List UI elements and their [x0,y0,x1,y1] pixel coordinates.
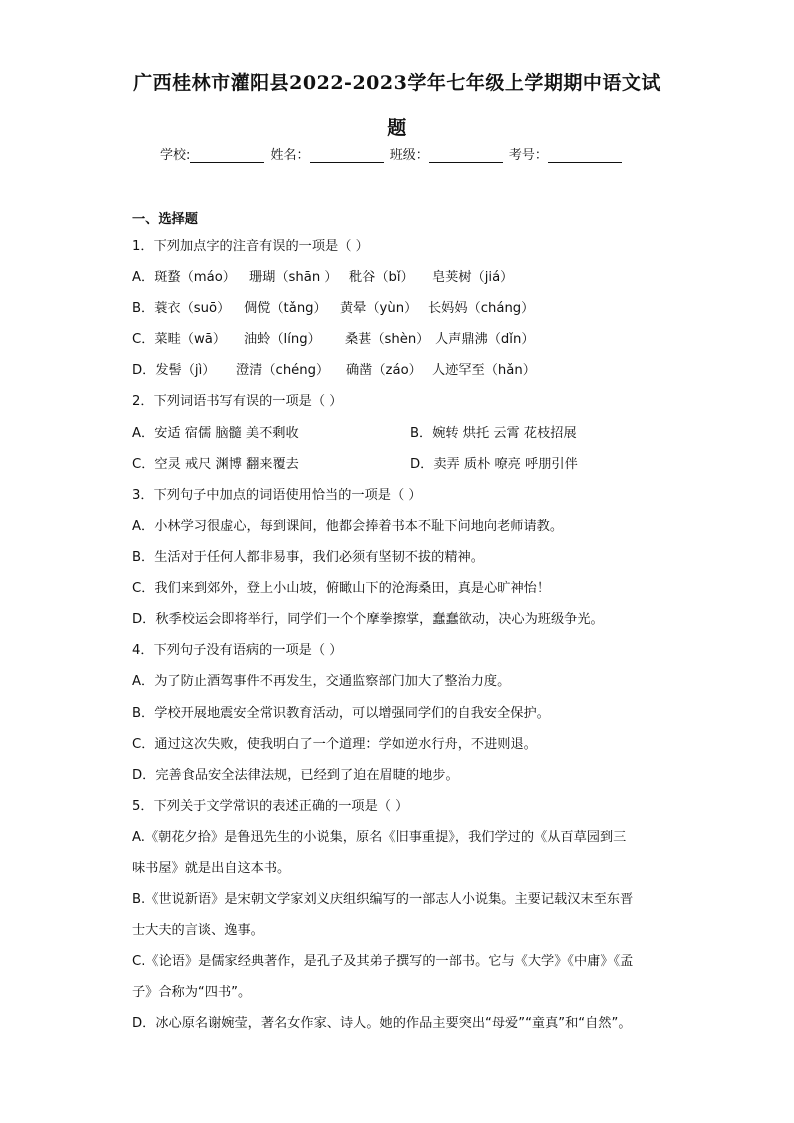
question-2-stem: 2．下列词语书写有误的一项是（ ） [132,394,343,409]
q1-option-b-2: 倜傥（tǎng） [244,301,327,316]
q4-option-a: A．为了防止酒驾事件不再发生，交通监察部门加大了整治力度。 [132,674,511,689]
exam-number-blank[interactable] [548,148,622,163]
q1-option-a-2: 珊瑚（shān ） [249,270,338,285]
exam-number-label: 考号： [508,148,548,163]
q1-option-d-4: 人迹罕至（hǎn） [432,363,536,378]
q3-option-d: D．秋季校运会即将举行，同学们一个个摩拳擦掌，蠢蠢欲动，决心为班级争光。 [132,612,604,627]
q1-option-b-3: 黄晕（yùn） [340,301,418,316]
q2-option-d: D．卖弄 质朴 嘹亮 呼朋引伴 [410,457,578,472]
q2-option-a: A．安适 宿儒 脑髓 美不剩收 [132,426,299,441]
exam-title-line2: 题 [387,117,407,139]
student-info-fields [160,144,624,163]
school-blank[interactable] [190,148,264,163]
q5-option-c-line1: C.《论语》是儒家经典著作，是孔子及其弟子撰写的一部书。它与《大学》《中庸》《孟 [132,954,634,969]
school-label: 学校: [160,148,191,163]
name-label: 姓名： [270,148,310,163]
q1-option-b-1: B．蓑衣（suō） [132,301,231,316]
q3-option-a: A．小林学习很虚心，每到课间，他都会捧着书本不耻下问地向老师请教。 [132,519,564,534]
q1-option-c-4: 人声鼎沸（dǐn） [435,332,535,347]
q1-option-d-2: 澄清（chéng） [236,363,330,378]
q1-option-a-4: 皂荚树（jiá） [432,270,514,285]
q5-option-b-line1: B.《世说新语》是宋朝文学家刘义庆组织编写的一部志人小说集。主要记载汉末至东晋 [132,892,634,907]
q5-option-a-line1: A.《朝花夕拾》是鲁迅先生的小说集，原名《旧事重提》，我们学过的《从百草园到三 [132,830,627,845]
q5-option-c-line2: 子》合称为“四书”。 [132,985,252,1000]
question-4-stem: 4．下列句子没有语病的一项是（ ） [132,643,343,658]
class-blank[interactable] [429,148,503,163]
name-blank[interactable] [310,148,384,163]
q1-option-c-2: 油蛉（líng） [244,332,321,347]
q1-option-a-1: A．斑蝥（máo） [132,270,236,285]
q2-option-c: C．空灵 戒尺 渊博 翻来覆去 [132,457,299,472]
q2-option-b: B．婉转 烘托 云霄 花枝招展 [410,426,577,441]
question-3-stem: 3．下列句子中加点的词语使用恰当的一项是（ ） [132,488,422,503]
q1-option-d-1: D．发髻（jì） [132,363,216,378]
q4-option-c: C．通过这次失败，使我明白了一个道理：学如逆水行舟，不进则退。 [132,737,537,752]
q5-option-d: D．冰心原名谢婉莹，著名女作家、诗人。她的作品主要突出“母爱”“童真”和“自然”。 [132,1016,632,1031]
q1-option-b-4: 长妈妈（cháng） [428,301,535,316]
class-label: 班级： [389,148,429,163]
q5-option-a-line2: 味书屋》就是出自这本书。 [132,861,291,876]
q4-option-b: B．学校开展地震安全常识教育活动，可以增强同学们的自我安全保护。 [132,706,550,721]
exam-title-line1: 广西桂林市灌阳县2022-2023学年七年级上学期期中语文试 [133,72,661,94]
q5-option-b-line2: 士大夫的言谈、逸事。 [132,923,264,938]
q1-option-d-3: 确凿（záo） [346,363,422,378]
q4-option-d: D．完善食品安全法律法规，已经到了迫在眉睫的地步。 [132,768,459,783]
question-1-stem: 1．下列加点字的注音有误的一项是（ ） [132,239,369,254]
q1-option-c-1: C．菜畦（wā） [132,332,227,347]
section-heading: 一、选择题 [132,212,198,227]
q1-option-a-3: 秕谷（bǐ） [349,270,414,285]
question-5-stem: 5．下列关于文学常识的表述正确的一项是（ ） [132,799,409,814]
q3-option-b: B．生活对于任何人都非易事，我们必须有坚韧不拔的精神。 [132,550,484,565]
q1-option-c-3: 桑葚（shèn） [345,332,430,347]
q3-option-c: C．我们来到郊外，登上小山坡，俯瞰山下的沧海桑田，真是心旷神怡！ [132,581,551,596]
